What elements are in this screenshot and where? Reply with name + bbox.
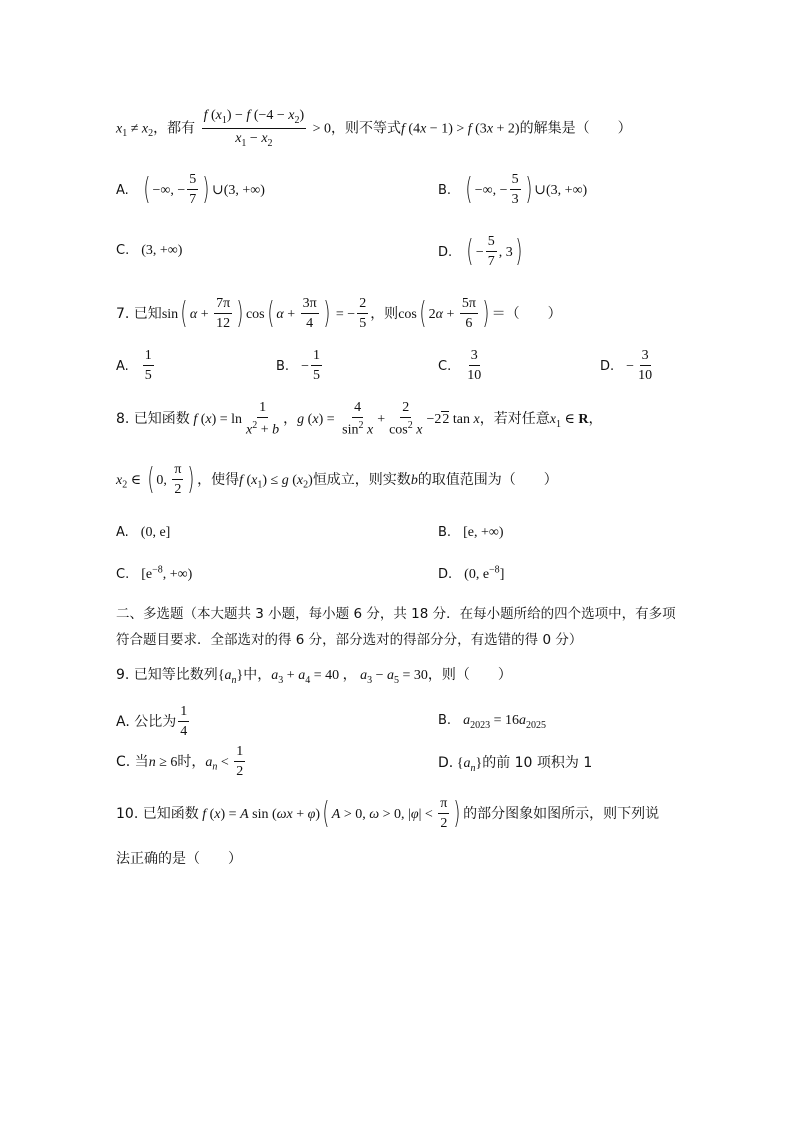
q6-option-b[interactable]: B. ( −∞, − $\frac{5}{3}$ ) ∪(3, +∞) — [438, 172, 588, 208]
section-heading-line2: 符合题目要求．全部选对的得 6 分，部分选对的得部分分，有选错的得 0 分） — [116, 632, 583, 648]
q8-option-d[interactable]: D. (0, $e^{-8}$] — [438, 564, 505, 582]
q7-option-a[interactable]: A. $\frac{1}{5}$ — [116, 348, 152, 384]
q8-stem: 8. 已知函数 f (x) = ln $\frac{1}{x^2 + b}$ ，g (x) = $\frac{4}{\sin^2 x}$ + $\frac{2}{\cos^2 x}$ −22 tan x，若对任意$x_1$ ∈ R， — [116, 400, 603, 439]
q7-stem: 7. 已知sin( α + $\frac{7\pi}{12}$ ) cos( α + $\frac{3\pi}{4}$ ) = − $\frac{2}{5}$ ，则cos( 2α + $\frac{5\pi}{6}$ ) ＝（ ） — [116, 295, 562, 332]
q8-option-b[interactable]: B. [e, +∞) — [438, 525, 504, 540]
q7-option-b[interactable]: B. − $\frac{1}{5}$ — [276, 348, 320, 384]
q8-option-c[interactable]: C. [$e^{-8}$, +∞) — [116, 564, 193, 582]
q8-stem-line2: $x_2$ ∈ ( 0, $\frac{\pi}{2}$ ) ，使得f $(x_1) \le g$ $(x_2)$恒成立，则实数b的取值范围为（ ） — [116, 461, 558, 498]
q6-option-a[interactable]: A. ( −∞, − $\frac{5}{7}$ ) ∪(3, +∞) — [116, 172, 265, 208]
q6-option-c[interactable]: C. (3, +∞) — [116, 243, 183, 258]
q9-option-c[interactable]: C. 当n ≥ 6时，$a_n$ < $\frac{1}{2}$ — [116, 744, 244, 780]
q6-stem: $x_1 \ne x_2$，都有 $\frac{f (x_1) - f (-4 - x_2)}{x_1 - x_2}$ > 0，则不等式f (4x − 1) > f (3x + 2)的解集是（ ） — [116, 108, 632, 149]
q9-stem: 9. 已知等比数列$\{a_n\}$中，$a_3 + a_4 = 40$ ， $a_3 - a_5 = 30$，则（ ） — [116, 667, 512, 686]
q9-option-b[interactable]: B. $a_{2023} = 16a_{2025}$ — [438, 713, 546, 731]
q9-option-a[interactable]: A. 公比为 $\frac{1}{4}$ — [116, 704, 188, 740]
q7-option-d[interactable]: D. − $\frac{3}{10}$ — [600, 348, 653, 384]
q7-option-c[interactable]: C. $\frac{3}{10}$ — [438, 348, 482, 384]
q10-stem-line2: 法正确的是（ ） — [116, 851, 242, 867]
section-heading: 二、多选题（本大题共 3 小题，每小题 6 分，共 18 分．在每小题所给的四个选项中，有多项 — [116, 606, 676, 622]
q6-option-d[interactable]: D. ( − $\frac{5}{7}$ , 3) — [438, 234, 523, 270]
q9-option-d[interactable]: D. $\{a_n\}$的前 10 项积为 1 — [438, 755, 593, 774]
q8-option-a[interactable]: A. (0, e] — [116, 525, 171, 540]
q10-stem: 10. 已知函数 f (x) = A sin (ωx + φ)( A > 0, ω > 0, |φ| < $\frac{\pi}{2}$ ) 的部分图象如图所示，则下列说 — [116, 795, 660, 832]
q6-fraction: $\frac{f (x_1) - f (-4 - x_2)}{x_1 - x_2}$ — [203, 108, 305, 149]
